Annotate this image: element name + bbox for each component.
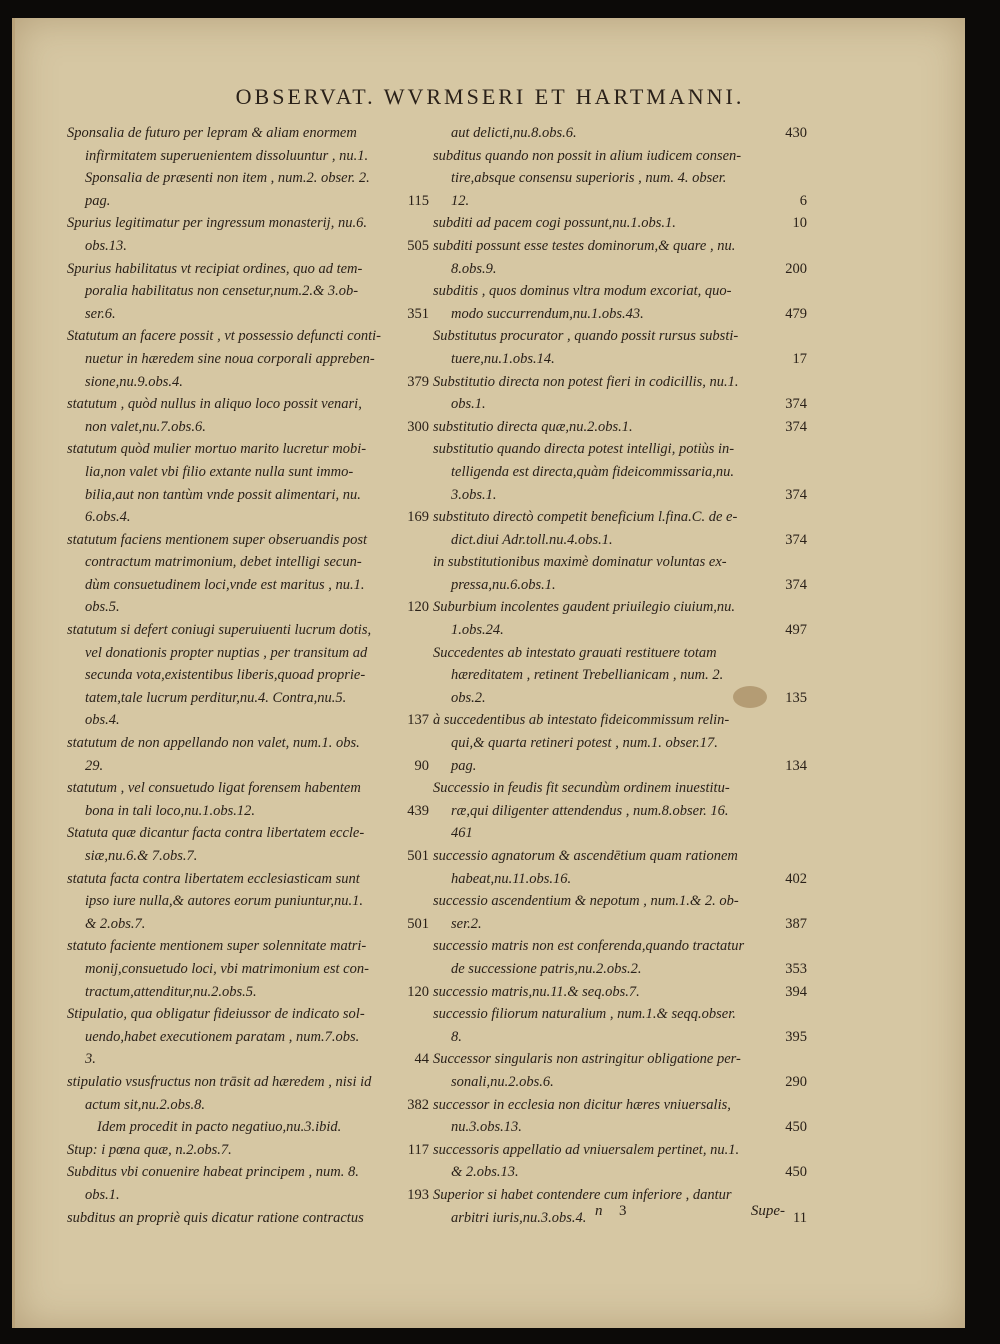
page-reference: 374 bbox=[785, 486, 807, 503]
page-reference: 505 bbox=[407, 237, 429, 254]
entry-text: monij,consuetudo loci, vbi matrimonium est con- bbox=[85, 960, 369, 977]
page-reference: 17 bbox=[792, 350, 807, 367]
entry-text: hæreditatem , retinent Trebellianicam , num. 2. bbox=[451, 667, 724, 684]
entry-text: statutum , quòd nullus in aliquo loco possit venari, bbox=[67, 396, 362, 413]
page-reference: 290 bbox=[785, 1073, 807, 1090]
entry-text: Idem procedit in pacto negatiuo,nu.3.ibid. bbox=[97, 1119, 342, 1136]
index-entry-line bbox=[433, 1139, 807, 1162]
page-reference: 351 bbox=[407, 305, 429, 322]
entry-text: Successor singularis non astringitur obligatione per- bbox=[433, 1051, 741, 1068]
index-entry-line bbox=[67, 235, 429, 258]
index-entry-line bbox=[67, 506, 429, 529]
page-reference: 90 bbox=[414, 757, 429, 774]
entry-text: sonali,nu.2.obs.6. bbox=[451, 1073, 554, 1090]
entry-text: statuta facta contra libertatem ecclesiasticam sunt bbox=[67, 870, 360, 887]
page-reference: 374 bbox=[785, 531, 807, 548]
entry-text: Suburbium incolentes gaudent priuilegio ciuium,nu. bbox=[433, 599, 736, 616]
index-entry-line bbox=[67, 1026, 429, 1049]
index-entry-line bbox=[433, 438, 807, 461]
index-entry-line bbox=[433, 303, 807, 326]
page-reference: 430 bbox=[785, 125, 807, 141]
entry-text: successio matris non est conferenda,quando tractatur bbox=[433, 938, 745, 955]
entry-text: vel donationis propter nuptias , per transitum ad bbox=[85, 644, 368, 661]
index-entry-line bbox=[67, 1184, 429, 1207]
page-reference: 200 bbox=[785, 260, 807, 277]
index-entry-line bbox=[433, 845, 807, 868]
entry-text: Spurius habilitatus vt recipiat ordines, quo ad tem- bbox=[67, 260, 363, 277]
entry-text: Subditus vbi conuenire habeat principem , num. 8. bbox=[67, 1164, 359, 1181]
page-reference: 450 bbox=[785, 1164, 807, 1181]
entry-text: ræ,qui diligenter attendendus , num.8.obser. 16. bbox=[451, 802, 729, 819]
entry-text: 3. bbox=[85, 1051, 96, 1068]
entry-text: Superior si habet contendere cum inferiore , dantur bbox=[433, 1186, 732, 1203]
entry-text: Sponsalia de futuro per lepram & aliam enormem bbox=[67, 125, 357, 141]
entry-text: dict.diui Adr.toll.nu.4.obs.1. bbox=[451, 531, 613, 548]
index-entry-line bbox=[433, 574, 807, 597]
page-reference: 353 bbox=[785, 960, 807, 977]
index-entry-line bbox=[67, 777, 429, 800]
index-entry-line bbox=[433, 190, 807, 213]
entry-text: obs.1. bbox=[85, 1186, 120, 1203]
entry-text: lia,non valet vbi filio extante nulla sunt immo- bbox=[85, 463, 354, 480]
entry-text: 29. bbox=[85, 757, 104, 774]
entry-text: Substitutio directa non potest fieri in codicillis, nu.1. bbox=[433, 373, 739, 390]
page-reference: 115 bbox=[407, 192, 429, 209]
entry-text: tuere,nu.1.obs.14. bbox=[451, 350, 555, 367]
index-entry-line bbox=[433, 1026, 807, 1049]
index-entry-line bbox=[433, 325, 807, 348]
index-entry-line bbox=[433, 235, 807, 258]
index-entry-line bbox=[433, 167, 807, 190]
entry-text: substituto directò competit beneficium l.fina.C. de e- bbox=[433, 509, 738, 526]
index-entry-line bbox=[433, 890, 807, 913]
index-entry-line bbox=[67, 800, 429, 823]
entry-text: successio ascendentium & nepotum , num.1.& 2. ob- bbox=[433, 893, 739, 910]
entry-text: statutum de non appellando non valet, num.1. obs. bbox=[67, 735, 360, 752]
index-entry-line bbox=[67, 890, 429, 913]
entry-text: 3.obs.1. bbox=[451, 486, 497, 503]
entry-text: secunda vota,existentibus liberis,quoad proprie- bbox=[85, 667, 366, 684]
page-reference: 135 bbox=[785, 689, 807, 706]
index-entry-line bbox=[433, 212, 807, 235]
entry-text: nuetur in hæredem sine noua corporali appreben- bbox=[85, 350, 375, 367]
entry-text: 8.obs.9. bbox=[451, 260, 497, 277]
index-entry-line bbox=[67, 484, 429, 507]
page-reference: 374 bbox=[785, 576, 807, 593]
index-entry-line bbox=[433, 1048, 807, 1071]
entry-text: tire,absque consensu superioris , num. 4. obser. bbox=[451, 170, 727, 187]
entry-text: statutum quòd mulier mortuo marito lucretur mobi- bbox=[67, 441, 367, 458]
entry-text: Sponsalia de præsenti non item , num.2. obser. 2. bbox=[85, 170, 370, 187]
index-entry-line bbox=[433, 416, 807, 439]
index-entry-line bbox=[433, 777, 807, 800]
entry-text: uendo,habet executionem paratam , num.7.obs. bbox=[85, 1028, 360, 1045]
index-entry-line bbox=[433, 664, 807, 687]
entry-text: bilia,aut non tantùm vnde possit alimentari, nu. bbox=[85, 486, 361, 503]
index-entry-line bbox=[67, 913, 429, 936]
index-entry-line bbox=[433, 642, 807, 665]
page-reference: 402 bbox=[785, 870, 807, 887]
entry-text: nu.3.obs.13. bbox=[451, 1119, 522, 1136]
index-entry-line bbox=[433, 461, 807, 484]
index-entry-line bbox=[67, 642, 429, 665]
index-entry-line bbox=[67, 822, 429, 845]
index-entry-line bbox=[67, 529, 429, 552]
index-entry-line bbox=[67, 122, 429, 145]
entry-text: in substitutionibus maximè dominatur voluntas ex- bbox=[433, 554, 727, 571]
index-entry-line bbox=[433, 958, 807, 981]
entry-text: substitutio quando directa potest intelligi, potiùs in- bbox=[433, 441, 735, 458]
entry-text: Substitutus procurator , quando possit rursus substi- bbox=[433, 328, 739, 345]
page-reference: 300 bbox=[407, 418, 429, 435]
index-entry-line bbox=[67, 845, 429, 868]
index-entry-line bbox=[433, 822, 807, 845]
index-entry-line bbox=[67, 687, 429, 710]
index-entry-line bbox=[67, 1003, 429, 1026]
index-entry-line bbox=[67, 348, 429, 371]
index-entry-line bbox=[433, 1071, 807, 1094]
entry-text: statuto faciente mentionem super solennitate matri- bbox=[67, 938, 367, 955]
index-entry-line bbox=[433, 1116, 807, 1139]
entry-text: pag. bbox=[85, 192, 111, 209]
entry-text: obs.4. bbox=[85, 712, 120, 729]
signature-number: 3 bbox=[619, 1203, 627, 1219]
entry-text: Successio in feudis fit secundùm ordinem inuestitu- bbox=[433, 780, 730, 797]
index-entry-line bbox=[67, 461, 429, 484]
entry-text: telligenda est directa,quàm fideicommissaria,nu. bbox=[451, 463, 734, 480]
index-entry-line bbox=[67, 416, 429, 439]
index-entry-line bbox=[67, 1139, 429, 1162]
index-entry-line bbox=[67, 664, 429, 687]
index-entry-line bbox=[67, 551, 429, 574]
page-footer bbox=[595, 1203, 785, 1227]
running-header: OBSERVAT. WVRMSERI ET HARTMANNI. bbox=[235, 84, 745, 109]
page-reference: 479 bbox=[785, 305, 807, 322]
index-entry-line bbox=[67, 958, 429, 981]
entry-text: 12. bbox=[451, 192, 470, 209]
page-reference: 394 bbox=[785, 983, 807, 1000]
page-reference: 10 bbox=[792, 215, 807, 232]
index-entry-line bbox=[67, 190, 429, 213]
page-reference: 497 bbox=[785, 622, 807, 639]
index-entry-line bbox=[67, 325, 429, 348]
entry-text: qui,& quarta retineri potest , num.1. obser.17. bbox=[451, 735, 718, 752]
index-entry-line bbox=[67, 280, 429, 303]
entry-text: dùm consuetudinem loci,vnde est maritus , nu.1. bbox=[85, 576, 365, 593]
entry-text: aut delicti,nu.8.obs.6. bbox=[451, 125, 577, 141]
index-entry-line bbox=[67, 755, 429, 778]
entry-text: Stup: i pœna quæ, n.2.obs.7. bbox=[67, 1141, 232, 1158]
entry-text: pressa,nu.6.obs.1. bbox=[451, 576, 556, 593]
index-entry-line bbox=[67, 212, 429, 235]
index-entry-line bbox=[433, 732, 807, 755]
index-entry-line bbox=[433, 529, 807, 552]
page-reference: 193 bbox=[407, 1186, 429, 1203]
entry-text: subditis , quos dominus vltra modum excoriat, quo- bbox=[433, 283, 732, 300]
index-entry-line bbox=[67, 981, 429, 1004]
entry-text: arbitri iuris,nu.3.obs.4. bbox=[451, 1209, 587, 1226]
entry-text: Stipulatio, qua obligatur fideiussor de indicato sol- bbox=[67, 1006, 365, 1023]
index-entry-line bbox=[67, 709, 429, 732]
index-entry-line bbox=[433, 596, 807, 619]
page-reference: 134 bbox=[785, 757, 807, 774]
page-reference: 120 bbox=[407, 983, 429, 1000]
entry-text: subditus quando non possit in alium iudicem consen- bbox=[433, 147, 742, 164]
entry-text: subditi ad pacem cogi possunt,nu.1.obs.1. bbox=[433, 215, 676, 232]
page-reference: 501 bbox=[407, 848, 429, 864]
index-entry-line bbox=[67, 935, 429, 958]
paper-stain bbox=[733, 686, 767, 708]
entry-text: actum sit,nu.2.obs.8. bbox=[85, 1096, 206, 1113]
index-entry-line bbox=[67, 732, 429, 755]
entry-text: siæ,nu.6.& 7.obs.7. bbox=[85, 848, 198, 864]
entry-text: de successione patris,nu.2.obs.2. bbox=[451, 960, 642, 977]
page-reference: 44 bbox=[414, 1051, 429, 1068]
index-column-right bbox=[433, 122, 807, 1229]
entry-text: obs.13. bbox=[85, 237, 127, 254]
entry-text: 6.obs.4. bbox=[85, 509, 131, 526]
entry-text: statutum faciens mentionem super obseruandis post bbox=[67, 531, 368, 548]
entry-text: habeat,nu.11.obs.16. bbox=[451, 870, 572, 887]
index-entry-line bbox=[67, 574, 429, 597]
entry-text: successio filiorum naturalium , num.1.& seqq.obser. bbox=[433, 1006, 736, 1023]
entry-text: Statuta quæ dicantur facta contra libertatem eccle- bbox=[67, 825, 365, 842]
index-entry-line bbox=[67, 303, 429, 326]
index-entry-line bbox=[433, 484, 807, 507]
index-entry-line bbox=[67, 1116, 429, 1139]
page-reference: 379 bbox=[407, 373, 429, 390]
page-reference: 395 bbox=[785, 1028, 807, 1045]
entry-text: obs.5. bbox=[85, 599, 120, 616]
entry-text: substitutio directa quæ,nu.2.obs.1. bbox=[433, 418, 633, 435]
entry-text: tractum,attenditur,nu.2.obs.5. bbox=[85, 983, 257, 1000]
entry-text: statutum si defert coniugi superuiuenti lucrum dotis, bbox=[67, 622, 372, 639]
index-entry-line bbox=[67, 258, 429, 281]
entry-text: poralia habilitatus non censetur,num.2.& 3.ob- bbox=[85, 283, 359, 300]
entry-text: & 2.obs.13. bbox=[451, 1164, 519, 1181]
index-entry-line bbox=[67, 1048, 429, 1071]
index-entry-line bbox=[67, 371, 429, 394]
page-reference: 374 bbox=[785, 396, 807, 413]
entry-text: 461 bbox=[451, 825, 473, 842]
index-entry-line bbox=[433, 145, 807, 168]
index-entry-line bbox=[433, 709, 807, 732]
index-entry-line bbox=[67, 1071, 429, 1094]
entry-text: à succedentibus ab intestato fideicommissum relin- bbox=[433, 712, 730, 729]
page-reference: 120 bbox=[407, 599, 429, 616]
entry-text: 8. bbox=[451, 1028, 462, 1045]
entry-text: tatem,tale lucrum perditur,nu.4. Contra,nu.5. bbox=[85, 689, 347, 706]
index-entry-line bbox=[67, 1161, 429, 1184]
index-entry-line bbox=[433, 258, 807, 281]
page-reference: 11 bbox=[793, 1209, 807, 1226]
entry-text: Spurius legitimatur per ingressum monasterij, nu.6. bbox=[67, 215, 367, 232]
page-reference: 117 bbox=[407, 1141, 429, 1158]
index-entry-line bbox=[67, 145, 429, 168]
page-reference: 374 bbox=[785, 418, 807, 435]
index-entry-line bbox=[433, 800, 807, 823]
entry-text: subditi possunt esse testes dominorum,& quare , nu. bbox=[433, 237, 736, 254]
entry-text: & 2.obs.7. bbox=[85, 915, 146, 932]
index-entry-line bbox=[67, 438, 429, 461]
index-entry-line bbox=[433, 506, 807, 529]
page-reference: 450 bbox=[785, 1119, 807, 1136]
index-entry-line bbox=[433, 981, 807, 1004]
index-entry-line bbox=[433, 619, 807, 642]
index-entry-line bbox=[433, 1161, 807, 1184]
entry-text: obs.2. bbox=[451, 689, 486, 706]
index-entry-line bbox=[433, 551, 807, 574]
entry-text: infirmitatem superuenientem dissoluuntur , nu.1. bbox=[85, 147, 369, 164]
entry-text: successoris appellatio ad vniuersalem pertinet, nu.1. bbox=[433, 1141, 740, 1158]
entry-text: subditus an propriè quis dicatur ratione contractus bbox=[67, 1209, 364, 1226]
entry-text: non valet,nu.7.obs.6. bbox=[85, 418, 206, 435]
entry-text: modo succurrendum,nu.1.obs.43. bbox=[451, 305, 644, 322]
entry-text: 1.obs.24. bbox=[451, 622, 504, 639]
entry-text: Succedentes ab intestato grauati restituere totam bbox=[433, 644, 717, 661]
page-reference: 169 bbox=[407, 509, 429, 526]
entry-text: successio matris,nu.11.& seq.obs.7. bbox=[433, 983, 640, 1000]
entry-text: successor in ecclesia non dicitur hæres vniuersalis, bbox=[433, 1096, 731, 1113]
index-entry-line bbox=[433, 122, 807, 145]
index-entry-line bbox=[433, 913, 807, 936]
entry-text: stipulatio vsusfructus non trāsit ad hæredem , nisi id bbox=[67, 1073, 372, 1090]
index-entry-line bbox=[67, 1094, 429, 1117]
index-column-left bbox=[67, 122, 429, 1229]
index-entry-line bbox=[67, 596, 429, 619]
index-entry-line bbox=[433, 280, 807, 303]
entry-text: statutum , vel consuetudo ligat forensem habentem bbox=[67, 780, 361, 797]
index-entry-line bbox=[433, 935, 807, 958]
page-reference: 6 bbox=[799, 192, 807, 209]
index-entry-line bbox=[433, 1094, 807, 1117]
entry-text: ipso iure nulla,& autores eorum puniuntur,nu.1. bbox=[85, 893, 364, 910]
index-entry-line bbox=[433, 868, 807, 891]
page-reference: 387 bbox=[785, 915, 807, 932]
book-page bbox=[12, 18, 965, 1328]
index-entry-line bbox=[67, 393, 429, 416]
entry-text: obs.1. bbox=[451, 396, 486, 413]
entry-text: bona in tali loco,nu.1.obs.12. bbox=[85, 802, 255, 819]
index-entry-line bbox=[67, 868, 429, 891]
page-reference: 137 bbox=[407, 712, 429, 729]
index-entry-line bbox=[67, 167, 429, 190]
entry-text: ser.6. bbox=[85, 305, 116, 322]
catchword: Supe- bbox=[750, 1203, 785, 1219]
index-entry-line bbox=[433, 348, 807, 371]
entry-text: ser.2. bbox=[451, 915, 482, 932]
index-entry-line bbox=[67, 619, 429, 642]
page-reference: 382 bbox=[407, 1096, 429, 1113]
page-reference: 439 bbox=[407, 802, 429, 819]
index-entry-line bbox=[433, 1003, 807, 1026]
entry-text: contractum matrimonium, debet intelligi secun- bbox=[85, 554, 362, 571]
index-entry-line bbox=[433, 393, 807, 416]
entry-text: successio agnatorum & ascendētium quam rationem bbox=[433, 848, 738, 864]
index-entry-line bbox=[67, 1207, 429, 1230]
index-entry-line bbox=[433, 755, 807, 778]
entry-text: pag. bbox=[451, 757, 477, 774]
page-reference: 501 bbox=[407, 915, 429, 932]
index-entry-line bbox=[433, 371, 807, 394]
entry-text: sione,nu.9.obs.4. bbox=[85, 373, 183, 390]
entry-text: Statutum an facere possit , vt possessio defuncti conti- bbox=[67, 328, 381, 345]
signature-mark: n bbox=[595, 1203, 603, 1219]
